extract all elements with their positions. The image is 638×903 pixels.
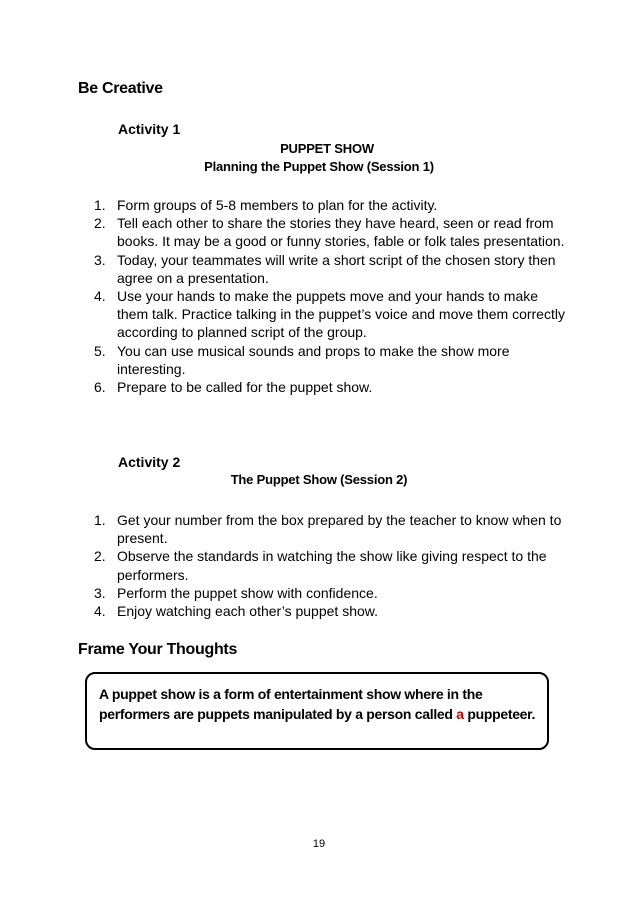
section-title-frame-your-thoughts: Frame Your Thoughts: [78, 641, 238, 658]
summary-text-end: puppeteer.: [463, 706, 536, 722]
summary-text: A puppet show is a form of entertainment show where in the performers are puppets manipulated by a person called: [99, 686, 483, 722]
list-item: 4. Use your hands to make the puppets move and your hands to make them talk. Practice talking in the puppet’s voice and move them correctly according to planned script of the group.: [94, 288, 565, 341]
section-title-be-creative: Be Creative: [78, 80, 163, 97]
summary-box: [85, 672, 549, 750]
activity-1-subtitle: Planning the Puppet Show (Session 1): [204, 159, 434, 174]
activity-2-subtitle: The Puppet Show (Session 2): [230, 472, 408, 487]
list-item: 6. Prepare to be called for the puppet show.: [94, 379, 373, 396]
list-item: 1. Form groups of 5-8 members to plan for the activity.: [94, 197, 438, 213]
activity-2-steps: [94, 511, 569, 620]
list-item: 4. Enjoy watching each other’s puppet show.: [94, 603, 378, 620]
list-item: 2. Observe the standards in watching the show like giving respect to the performers.: [94, 548, 547, 583]
list-item: 5. You can use musical sounds and props to make the show more interesting.: [94, 342, 510, 377]
activity-1-label: Activity 1: [118, 121, 181, 137]
list-item: 1. Get your number from the box prepared by the teacher to know when to present.: [94, 512, 562, 547]
list-item: 3. Today, your teammates will write a short script of the chosen story then agree on a presentation.: [94, 251, 556, 286]
activity-1-title: PUPPET SHOW: [280, 141, 374, 156]
list-item: 3. Perform the puppet show with confidence.: [94, 584, 378, 601]
activity-1-steps: [94, 196, 569, 396]
list-item: 2. Tell each other to share the stories they have heard, seen or read from books. It may be a good or funny stories, fable or folk tales presentation.: [94, 215, 565, 250]
summary-highlight: a: [456, 706, 464, 722]
activity-2-label: Activity 2: [118, 454, 181, 470]
page-number: 19: [312, 838, 326, 850]
